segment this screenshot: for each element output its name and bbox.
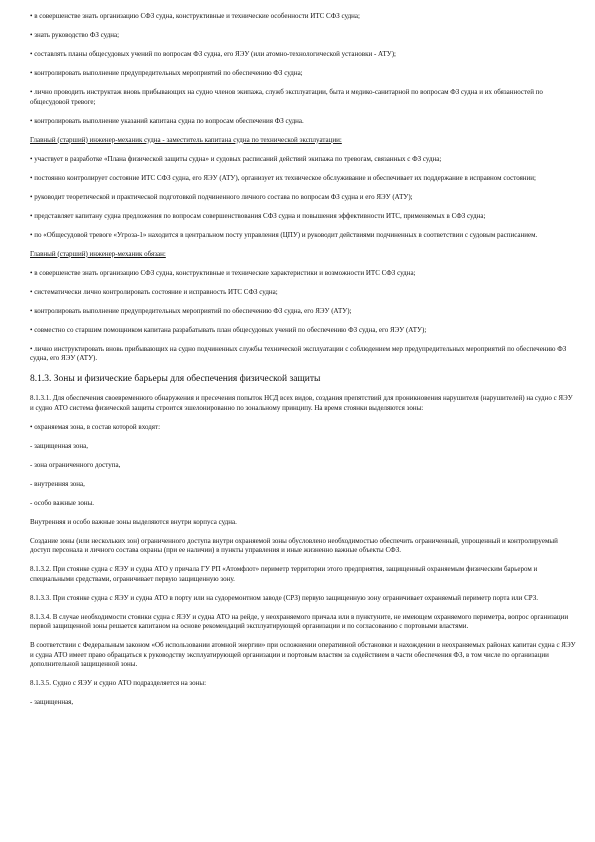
paragraph: • руководит теоретической и практической подготовкой подчиненного личного состава по вопросам ФЗ судна и его ЯЭУ (АТУ); [30, 192, 413, 201]
paragraph: - защищенная зона, [30, 441, 88, 450]
document-page [30, 12, 578, 717]
paragraph: • систематически лично контролировать состояние и исправность ИТС СФЗ судна; [30, 287, 278, 296]
paragraph: • контролировать выполнение указаний капитана судна по вопросам обеспечения ФЗ судна. [30, 116, 304, 125]
paragraph: - особо важные зоны. [30, 498, 95, 507]
paragraph: • лично инструктировать вновь прибывающих на судно подчиненных службы технической эксплуатации с соблюдением мер предупредительных мероприятий по обеспечению ФЗ судна, его ЯЭУ (АТУ). [30, 344, 567, 362]
paragraph: 8.1.3.1. Для обеспечения своевременного обнаружения и пресечения попыток НСД всех видов, создания препятствий для проникновения нарушителя (нарушителей) на судно с ЯЭУ и судно АТО система физической защиты строится эшелонированно по зональному принципу. На время стоянки выделяются зоны: [30, 394, 573, 412]
paragraph: Внутренняя и особо важные зоны выделяются внутри корпуса судна. [30, 517, 237, 526]
paragraph: • знать руководство ФЗ судна; [30, 31, 120, 39]
section-heading: 8.1.3. Зоны и физические барьеры для обеспечения физической защиты [30, 374, 321, 384]
paragraph: 8.1.3.2. При стоянке судна с ЯЭУ и судна АТО у причала ГУ РП «Атомфлот» периметр территории этого предприятия, защищенный охраняемым физическим барьером и специальными средствами, ограничивает первую защищенную зону. [30, 565, 538, 583]
paragraph: Создание зоны (или нескольких зон) ограниченного доступа внутри охраняемой зоны обусловлено необходимостью обеспечить ограниченный, упрощенный и контролируемый доступ персонала и личного состава охраны (при ее наличии) в пункты управления и иные жизненно важные объекты СФЗ. [30, 536, 558, 554]
subsection-title: Главный (старший) инженер-механик обязан: [30, 249, 166, 258]
paragraph: В соответствии с Федеральным законом «Об использовании атомной энергии» при осложнении оперативной обстановки и нахождении в неохраняемых районах капитан судна с ЯЭУ и судна АТО имеет право обращаться к руководству эксплуатирующей организации и портовым властям за содействием в части обеспечения ФЗ, в том числе по организации дополнительной защищенной зоны. [30, 641, 576, 668]
paragraph: • составлять планы общесудовых учений по вопросам ФЗ судна, его ЯЭУ (или атомно-технологической установки - АТУ); [30, 50, 396, 58]
paragraph: • в совершенстве знать организацию СФЗ судна, конструктивные и технические особенности ИТС СФЗ судна; [30, 12, 360, 20]
paragraph: • представляет капитану судна предложения по вопросам совершенствования СФЗ судна и повышения эффективности ИТС, применяемых в СФЗ судна; [30, 211, 486, 220]
paragraph: • контролировать выполнение предупредительных мероприятий по обеспечению ФЗ судна; [30, 69, 303, 77]
paragraph: 8.1.3.4. В случае необходимости стоянки судна с ЯЭУ и судна АТО на рейде, у неохраняемого причала или в пунктуните, не имеющем охраняемого периметра, вопрос организации первой защищенной зоны решается капитаном на основе рекомендаций эксплуатирующей организации и по согласованию с портовыми властями. [30, 612, 569, 630]
paragraph: • в совершенстве знать организацию СФЗ судна, конструктивные и технические характеристики и возможности ИТС СФЗ судна; [30, 268, 416, 277]
paragraph: • участвует в разработке «Плана физической защиты судна» и судовых расписаний действий экипажа по тревогам, связанных с ФЗ судна; [30, 154, 442, 163]
paragraph: 8.1.3.5. Судно с ЯЭУ и судно АТО подразделяется на зоны: [30, 679, 207, 687]
paragraph: 8.1.3.3. При стоянке судна с ЯЭУ и судна АТО в порту или на судоремонтном заводе (СРЗ) первую защищенную зону ограничивает охраняемый периметр порта или СРЗ. [30, 593, 539, 602]
paragraph: • лично проводить инструктаж вновь прибывающих на судно членов экипажа, служб эксплуатации, быта и медико-санитарной по вопросам ФЗ судна и их обязанностей по общесудовой тревоге; [30, 88, 543, 106]
paragraph: - зона ограниченного доступа, [30, 460, 121, 469]
paragraph: • по «Общесудовой тревоге «Угроза-1» находится в центральном посту управления (ЦПУ) и руководит действиями подчиненных в соответствии с судовым расписанием. [30, 230, 538, 239]
paragraph: - внутренняя зона, [30, 479, 85, 488]
paragraph: • охраняемая зона, в состав которой входят: [30, 422, 161, 431]
paragraph: • контролировать выполнение предупредительных мероприятий по обеспечению ФЗ судна, его ЯЭУ (АТУ); [30, 306, 352, 315]
paragraph: • совместно со старшим помощником капитана разрабатывать план общесудовых учений по обеспечению ФЗ судна, его ЯЭУ (АТУ); [30, 325, 427, 334]
paragraph: • постоянно контролирует состояние ИТС СФЗ судна, его ЯЭУ (АТУ), организует их техническое обслуживание и обеспечивает их поддержание в исправном состоянии; [30, 173, 536, 182]
paragraph: - защищенная, [30, 698, 74, 706]
subsection-title: Главный (старший) инженер-механик судна - заместитель капитана судна по технической эксплуатации: [30, 135, 342, 144]
